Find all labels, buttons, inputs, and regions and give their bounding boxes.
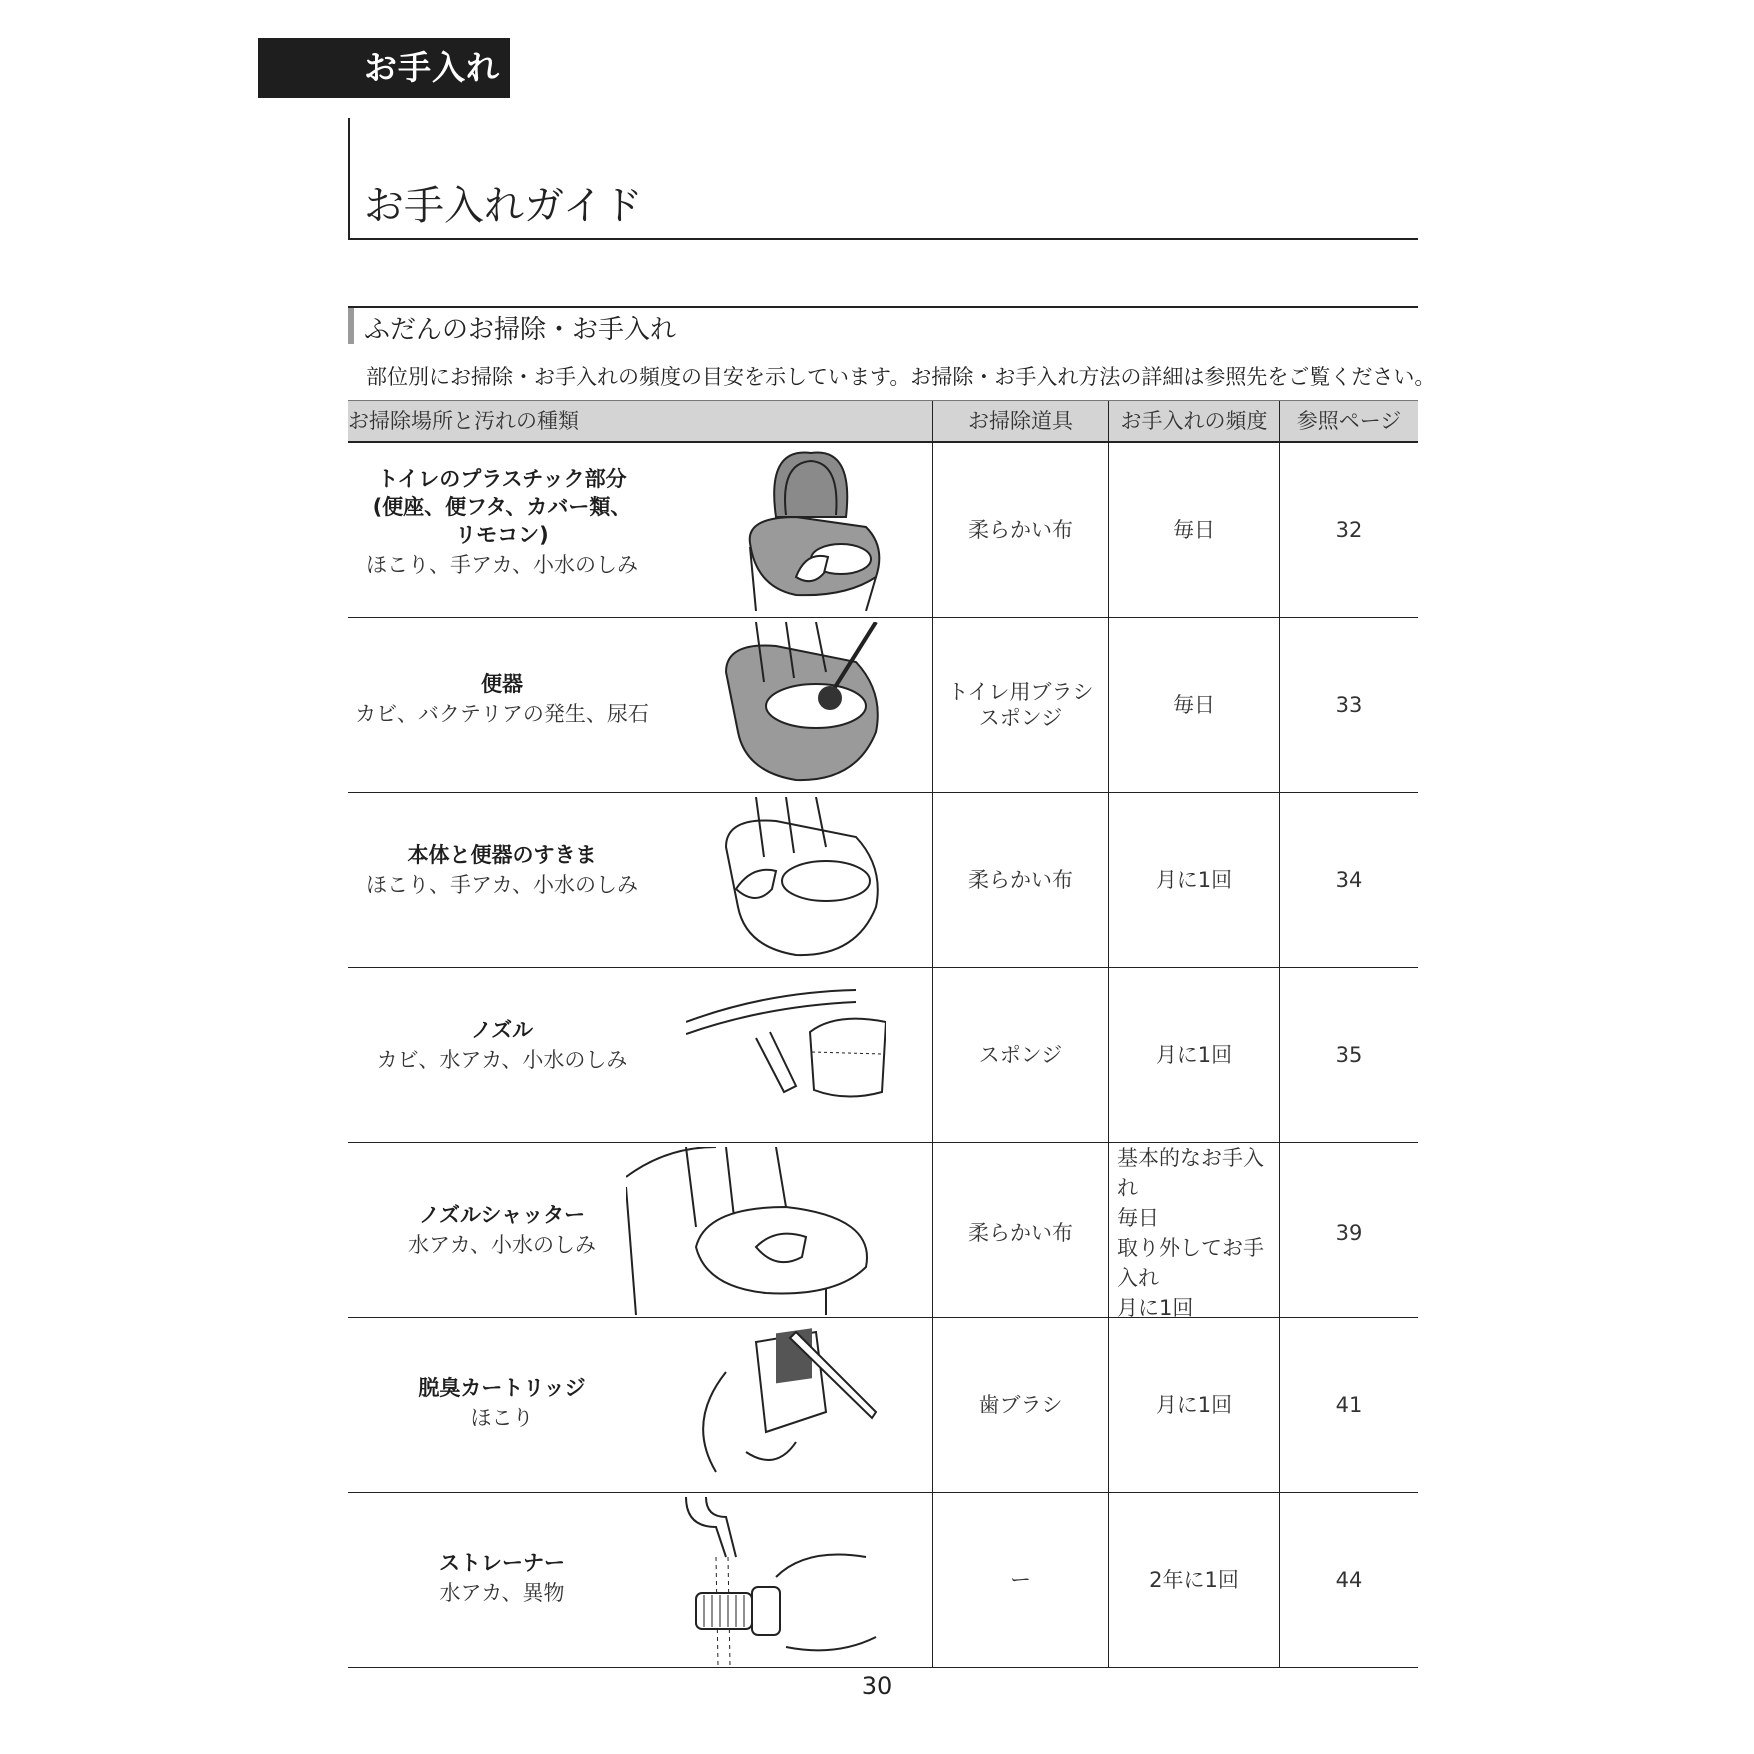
stain-type: ほこり、手アカ、小水のしみ: [366, 873, 638, 897]
cleaning-guide-table: [348, 400, 1418, 1668]
place-name: 脱臭カートリッジ: [418, 1376, 586, 1400]
stain-type: 水アカ、小水のしみ: [408, 1233, 596, 1257]
tool-cell: 歯ブラシ: [932, 1318, 1108, 1492]
tool-cell: ー: [932, 1493, 1108, 1667]
reference-page-cell: 33: [1279, 618, 1418, 792]
place-cell: [348, 1143, 932, 1323]
header-frequency: お手入れの頻度: [1108, 401, 1279, 441]
header-place: お掃除場所と汚れの種類: [348, 409, 579, 433]
table-row: [348, 1318, 1418, 1493]
tool-cell: スポンジ: [932, 968, 1108, 1142]
stain-type: カビ、バクテリアの発生、尿石: [355, 702, 649, 726]
header-tool: お掃除道具: [932, 401, 1108, 441]
table-row: [348, 793, 1418, 968]
nozzle-shutter-illustration: [626, 1147, 886, 1315]
stain-type: 水アカ、異物: [439, 1581, 565, 1605]
tool-cell: 柔らかい布: [932, 793, 1108, 967]
stain-type: カビ、水アカ、小水のしみ: [376, 1048, 628, 1072]
place-name: ノズル: [470, 1018, 534, 1042]
frequency-cell: 月に1回: [1108, 793, 1279, 967]
frequency-cell: 毎日: [1108, 618, 1279, 792]
tool-cell: 柔らかい布: [932, 443, 1108, 617]
title-divider-vertical: [348, 118, 350, 240]
section-title: ふだんのお掃除・お手入れ: [364, 315, 677, 345]
header-reference: 参照ページ: [1279, 401, 1418, 441]
deodorizer-cartridge-brush-illustration: [686, 1322, 886, 1486]
place-cell: [348, 793, 932, 967]
table-header: [348, 400, 1418, 443]
table-row: [348, 618, 1418, 793]
section-intro: 部位別にお掃除・お手入れの頻度の目安を示しています。お掃除・お手入れ方法の詳細は参照先をご覧ください。: [366, 365, 1436, 389]
place-name: 便器: [481, 672, 523, 696]
place-name: 本体と便器のすきま: [407, 843, 597, 867]
place-name: ノズルシャッター: [418, 1203, 586, 1227]
place-cell: [348, 1493, 932, 1667]
frequency-cell: 基本的なお手入れ 毎日 取り外してお手入れ 月に1回: [1108, 1143, 1279, 1323]
frequency-cell: 毎日: [1108, 443, 1279, 617]
reference-page-cell: 32: [1279, 443, 1418, 617]
tool-cell: トイレ用ブラシ スポンジ: [932, 618, 1108, 792]
reference-page-cell: 44: [1279, 1493, 1418, 1667]
page-number: 30: [861, 1672, 893, 1700]
table-row: [348, 1143, 1418, 1318]
place-cell: [348, 968, 932, 1142]
section-tab: お手入れ: [258, 38, 510, 98]
place-cell: [348, 1318, 932, 1492]
table-row: [348, 443, 1418, 618]
place-cell: [348, 618, 932, 792]
reference-page-cell: 39: [1279, 1143, 1418, 1323]
section-marker: [348, 308, 354, 344]
gap-wipe-illustration: [716, 797, 886, 961]
page-title: お手入れガイド: [364, 183, 643, 229]
section-divider: [348, 306, 1418, 308]
nozzle-sponge-illustration: [686, 972, 886, 1136]
frequency-cell: 2年に1回: [1108, 1493, 1279, 1667]
frequency-cell: 月に1回: [1108, 968, 1279, 1142]
table-row: [348, 968, 1418, 1143]
toilet-seat-wipe-illustration: [736, 447, 886, 611]
stain-type: ほこり、手アカ、小水のしみ: [366, 553, 638, 577]
table-row: [348, 1493, 1418, 1668]
reference-page-cell: 41: [1279, 1318, 1418, 1492]
frequency-cell: 月に1回: [1108, 1318, 1279, 1492]
place-name: トイレのプラスチック部分 (便座、便フタ、カバー類、 リモコン): [372, 467, 632, 547]
reference-page-cell: 34: [1279, 793, 1418, 967]
place-name: ストレーナー: [439, 1551, 565, 1575]
reference-page-cell: 35: [1279, 968, 1418, 1142]
strainer-rinse-illustration: [676, 1497, 886, 1665]
title-divider-horizontal: [348, 238, 1418, 240]
toilet-bowl-brush-illustration: [716, 622, 886, 786]
place-cell: [348, 443, 932, 617]
tool-cell: 柔らかい布: [932, 1143, 1108, 1323]
stain-type: ほこり: [470, 1406, 534, 1430]
